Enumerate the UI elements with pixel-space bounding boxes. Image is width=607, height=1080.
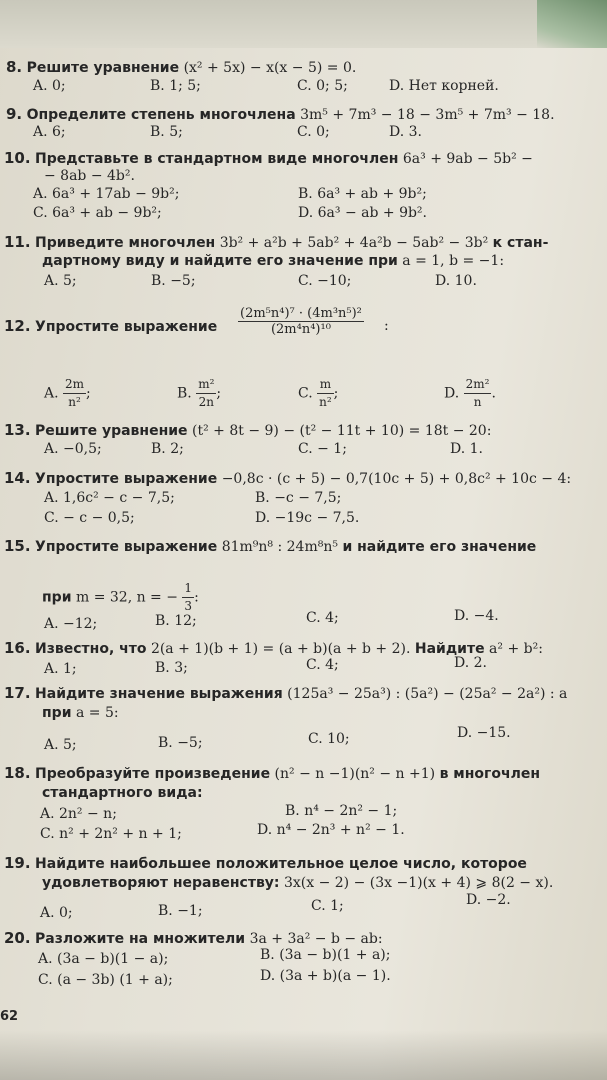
question-text-tail: в многочлен: [439, 766, 540, 782]
option-d: D. −15.: [457, 725, 511, 741]
question-text-tail: Найдите: [414, 641, 485, 657]
question-15-line-2: при m = 32, n = − $\frac{1}{3}$ :: [42, 581, 199, 613]
question-9: [6, 106, 555, 124]
option-b: B. −5;: [151, 273, 196, 289]
option-a: A. $\frac{2m}{\text{n²}}$ ;: [44, 377, 91, 409]
option-a: A. −0,5;: [44, 441, 102, 457]
option-a: A. −12;: [44, 616, 98, 632]
option-c: C. 10;: [308, 731, 350, 747]
option-c: C. n² + 2n² + n + 1;: [40, 826, 182, 842]
question-text: стандартного вида:: [42, 785, 203, 801]
option-d: D. −19c − 7,5.: [255, 510, 360, 526]
option-b: B. 5;: [150, 124, 183, 140]
option-d: D. −2.: [466, 892, 511, 908]
question-text: Разложите на множители: [35, 931, 246, 947]
option-a: A. 0;: [33, 78, 66, 94]
question-expression: (x² + 5x) − x(x − 5) = 0.: [183, 60, 357, 76]
fraction-denominator: n²: [319, 395, 332, 409]
question-number: 8.: [6, 58, 23, 76]
fraction-denominator: 2n: [198, 395, 214, 409]
question-17: [4, 685, 567, 703]
question-10-continuation: − 8ab − 4b².: [44, 168, 135, 184]
bottom-shadow: [0, 1030, 607, 1080]
question-text: Найдите наибольшее положительное целое число, которое: [35, 856, 527, 872]
question-19-line-2: [42, 875, 553, 892]
option-c: C. $\frac{m}{\text{n²}}$ ;: [298, 377, 339, 409]
question-14: [4, 470, 571, 488]
option-b: B. 2;: [151, 441, 184, 457]
option-c: C. −10;: [298, 273, 352, 289]
question-10: [4, 150, 533, 168]
option-c: C. 0;: [297, 124, 330, 140]
option-c: C. 4;: [306, 657, 339, 673]
option-b: B. −c − 7,5;: [255, 490, 342, 506]
question-text: Найдите значение выражения: [35, 686, 283, 702]
question-text: Представьте в стандартном виде многочлен: [35, 151, 399, 167]
option-b: B. −1;: [158, 903, 203, 919]
cover-corner: [537, 0, 607, 48]
question-text-tail: к стан-: [492, 235, 549, 251]
question-text: Определите степень многочлена: [26, 107, 296, 123]
question-text: при: [42, 705, 72, 721]
option-b: B. 3;: [155, 660, 188, 676]
question-13: [4, 422, 491, 440]
option-a: A. 1,6c² − c − 7,5;: [44, 490, 175, 506]
option-label: B.: [177, 385, 192, 402]
option-d: D. (3a + b)(a − 1).: [260, 968, 391, 984]
option-b: B. 1; 5;: [150, 78, 201, 94]
option-c: C. 4;: [306, 610, 339, 626]
question-number: 20.: [4, 929, 31, 947]
question-number: 16.: [4, 639, 31, 657]
question-expression: m = 32, n = −: [75, 589, 178, 606]
question-8: [6, 59, 356, 77]
fraction-numerator: (2m⁵n⁴)⁷ · (4m³n⁵)²: [240, 306, 362, 321]
question-15: [4, 538, 536, 556]
option-fraction: [317, 376, 334, 411]
question-number: 17.: [4, 684, 31, 702]
fraction-numerator: 2m: [63, 376, 86, 394]
fraction-numerator: 1: [182, 580, 194, 598]
option-c: C. 6a³ + ab − 9b²;: [33, 205, 162, 221]
option-b: B. 12;: [155, 613, 197, 629]
question-text: Решите уравнение: [35, 423, 188, 439]
question-text-tail: и найдите его значение: [342, 539, 537, 555]
option-label: D.: [444, 385, 460, 402]
option-d: D. 3.: [389, 124, 422, 140]
question-expression: a = 5:: [75, 705, 119, 721]
question-expression: −0,8c · (c + 5) − 0,7(10c + 5) + 0,8c² + 10c − 4:: [221, 471, 572, 487]
option-b: B. n⁴ − 2n² − 1;: [285, 803, 398, 819]
question-11-line-2: [42, 253, 504, 270]
question-19: [4, 855, 527, 873]
option-a: A. 1;: [44, 661, 77, 677]
fraction-numerator: m: [317, 376, 334, 394]
question-number: 9.: [6, 105, 23, 123]
question-20: [4, 930, 383, 948]
question-text: Решите уравнение: [26, 60, 180, 76]
page-top-shadow: [0, 0, 607, 48]
option-b: B. $\frac{\text{m²}}{2n}$ ;: [177, 377, 222, 409]
option-d: D. −4.: [454, 608, 499, 624]
question-number: 18.: [4, 764, 31, 782]
question-expression: 3a + 3a² − b − ab:: [249, 931, 383, 947]
option-label: C.: [298, 385, 313, 402]
question-expression: 3x(x − 2) − (3x −1)(x + 4) ⩾ 8(2 − x).: [283, 875, 554, 891]
option-fraction: [63, 376, 86, 411]
question-text: при: [42, 589, 72, 606]
question-number: 15.: [4, 537, 31, 555]
question-12-fraction: [238, 306, 364, 337]
fraction-numerator: m²: [196, 376, 216, 394]
option-d: D. $\frac{\text{2m²}}{n}$ .: [444, 377, 496, 409]
option-c: C. 1;: [311, 898, 344, 914]
page-number: 62: [0, 1009, 19, 1024]
question-text: Упростите выражение: [35, 471, 218, 487]
option-b: B. 6a³ + ab + 9b²;: [298, 186, 427, 202]
fraction-numerator: 2m²: [464, 376, 492, 394]
question-expression-tail: a² + b²:: [489, 641, 543, 657]
question-expression: 2(a + 1)(b + 1) = (a + b)(a + b + 2).: [150, 641, 411, 657]
option-a: A. 0;: [40, 905, 73, 921]
question-17-line-2: [42, 705, 119, 722]
question-number: 11.: [4, 233, 31, 251]
option-c: C. 0; 5;: [297, 78, 348, 94]
question-text: Упростите выражение: [35, 319, 218, 335]
option-fraction: [464, 376, 492, 411]
question-text: удовлетворяют неравенству:: [42, 875, 280, 891]
question-text: Приведите многочлен: [35, 235, 216, 251]
option-a: A. 6;: [33, 124, 66, 140]
question-number: 10.: [4, 149, 31, 167]
question-18-line-2: [42, 785, 203, 802]
question-text: Известно, что: [35, 641, 147, 657]
question-18: [4, 765, 540, 783]
question-text: дартному виду и найдите его значение при: [42, 253, 398, 269]
option-d: D. 2.: [454, 655, 487, 671]
option-a: A. 5;: [44, 737, 77, 753]
option-d: D. 10.: [435, 273, 477, 289]
question-number: 19.: [4, 854, 31, 872]
question-11: [4, 234, 548, 252]
question-text: Преобразуйте произведение: [35, 766, 271, 782]
question-expression: (n² − n −1)(n² − n +1): [274, 766, 436, 782]
question-expression: 3m⁵ + 7m³ − 18 − 3m⁵ + 7m³ − 18.: [300, 107, 555, 123]
option-label: A.: [44, 385, 59, 402]
option-fraction: [196, 376, 216, 411]
colon-mark: :: [384, 318, 389, 334]
question-expression: 3b² + a²b + 5ab² + 4a²b − 5ab² − 3b²: [219, 235, 489, 251]
fraction-denominator: (2m⁴n⁴)¹⁰: [270, 322, 331, 337]
question-expression: 6a³ + 9ab − 5b² −: [402, 151, 533, 167]
question-expression: a = 1, b = −1:: [402, 253, 505, 269]
question-number: 14.: [4, 469, 31, 487]
option-d: D. Нет корней.: [389, 78, 499, 94]
option-b: B. −5;: [158, 735, 203, 751]
question-expression: 81m⁹n⁸ : 24m⁸n⁵: [221, 539, 338, 555]
question-number: 12.: [4, 317, 31, 335]
fraction-denominator: n²: [68, 395, 81, 409]
option-d: D. 6a³ − ab + 9b².: [298, 205, 427, 221]
question-expression: (125a³ − 25a³) : (5a²) − (25a² − 2a²) : a: [287, 686, 568, 702]
option-c: C. − c − 0,5;: [44, 510, 135, 526]
question-12: [4, 318, 217, 336]
option-d: D. n⁴ − 2n³ + n² − 1.: [257, 822, 405, 838]
fraction-denominator: n: [473, 395, 482, 409]
question-15-fraction: [182, 580, 194, 615]
question-number: 13.: [4, 421, 31, 439]
option-a: A. 5;: [44, 273, 77, 289]
option-a: A. (3a − b)(1 − a);: [38, 951, 169, 967]
option-d: D. 1.: [450, 441, 483, 457]
option-a: A. 6a³ + 17ab − 9b²;: [33, 186, 180, 202]
question-expression: (t² + 8t − 9) − (t² − 11t + 10) = 18t − 20:: [192, 423, 492, 439]
option-c: C. − 1;: [298, 441, 347, 457]
option-c: C. (a − 3b) (1 + a);: [38, 972, 173, 988]
fraction-denominator: 3: [184, 599, 193, 613]
question-text: Упростите выражение: [35, 539, 218, 555]
option-b: B. (3a − b)(1 + a);: [260, 947, 391, 963]
option-a: A. 2n² − n;: [40, 806, 117, 822]
